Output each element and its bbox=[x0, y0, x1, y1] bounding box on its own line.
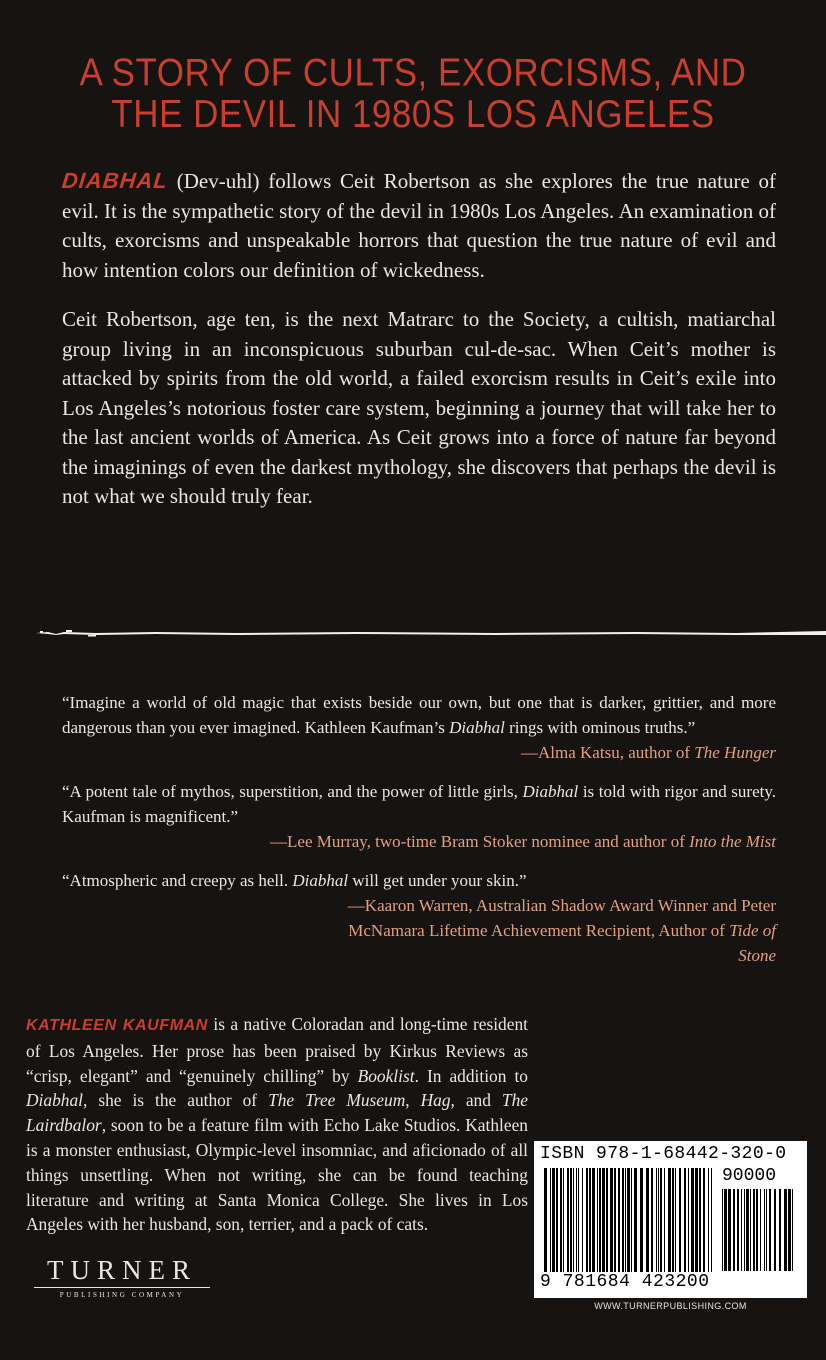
barcode-bar bbox=[708, 1168, 709, 1272]
publisher-subtitle: PUBLISHING COMPANY bbox=[59, 1291, 185, 1299]
barcode-bar bbox=[737, 1189, 739, 1271]
quote-text-part: “Atmospheric and creepy as hell. bbox=[62, 871, 293, 890]
barcode-bar bbox=[658, 1168, 659, 1272]
barcode-bar bbox=[788, 1189, 791, 1271]
barcode-bar bbox=[753, 1189, 755, 1271]
barcode-bar bbox=[679, 1168, 681, 1272]
attribution-book-title: Tide of Stone bbox=[729, 921, 776, 965]
bio-title: Booklist bbox=[357, 1065, 415, 1086]
title-wordmark: DIABHAL bbox=[60, 168, 170, 193]
barcode-bar bbox=[784, 1189, 787, 1271]
barcode-bar bbox=[610, 1168, 613, 1272]
barcode-bar bbox=[675, 1168, 676, 1272]
headline-line-1: A STORY OF CULTS, EXORCISMS, AND bbox=[79, 50, 747, 95]
bio-title: Diabhal bbox=[26, 1090, 84, 1111]
barcode-bar bbox=[699, 1168, 701, 1272]
barcode-bar bbox=[766, 1189, 767, 1271]
description-paragraph-2: Ceit Robertson, age ten, is the next Matrarc to the Society, a cultish, matiarchal group living in an inconspicuous suburban cul-de-sac. When Ceit’s mother is attacked by spirits from the old world, a failed exorcism results in Ceit’s exile into Los Angeles’s notorious foster care system, beginning a journey that will take her to the last ancient worlds of America. As Ceit grows into a force of nature far beyond the imaginings of even the darkest mythology, she discovers that perhaps the devil is not what we should truly fear. bbox=[62, 307, 776, 508]
barcode-bar bbox=[622, 1168, 624, 1272]
barcode-bar bbox=[602, 1168, 605, 1272]
barcode-bar bbox=[606, 1168, 608, 1272]
headline-line-2: THE DEVIL IN 1980S LOS ANGELES bbox=[111, 92, 715, 136]
bio-title: The Lairdbalor bbox=[26, 1090, 528, 1136]
barcode-bar bbox=[576, 1168, 577, 1272]
attribution-book-title: The Hunger bbox=[694, 743, 776, 762]
barcode-bar bbox=[672, 1168, 674, 1272]
isbn-label: ISBN 978-1-68442-320-0 bbox=[540, 1144, 787, 1164]
barcode-bar bbox=[664, 1168, 665, 1272]
review-attribution bbox=[62, 829, 776, 854]
barcode-bar bbox=[668, 1168, 671, 1272]
brush-divider bbox=[36, 628, 826, 638]
review-quote-text bbox=[62, 868, 776, 893]
barcode-bar bbox=[597, 1168, 598, 1272]
barcode-bar bbox=[750, 1189, 751, 1271]
review-quote-text bbox=[62, 779, 776, 829]
barcode-bar bbox=[688, 1168, 689, 1272]
barcode-bar bbox=[573, 1168, 574, 1272]
quote-text-part: is told with rigor and surety. Kaufman is magnificent.” bbox=[62, 782, 776, 826]
barcode-bar bbox=[691, 1168, 694, 1272]
barcode-bars bbox=[544, 1168, 716, 1272]
quote-text-part: “A potent tale of mythos, superstition, and the power of little girls, bbox=[62, 782, 523, 801]
barcode-bar bbox=[756, 1189, 758, 1271]
description-paragraph-1-text: (Dev-uhl) follows Ceit Robertson as she explores the true nature of evil. It is the sympathetic story of the devil in 1980s Los Angeles. An examination of cults, exorcisms and unspeakable horrors that question the true nature of evil and how intention colors our definition of wickedness. bbox=[62, 169, 776, 282]
barcode-bar bbox=[631, 1168, 632, 1272]
bio-text: is a native Coloradan and long-time resident of Los Angeles. Her prose has been praised by Kirkus Reviews as “crisp, elegant” and “genuinely chilling” by bbox=[26, 1014, 529, 1086]
review-quote bbox=[62, 690, 776, 765]
attribution-text: —Lee Murray, two-time Bram Stoker nominee and author of bbox=[270, 832, 690, 851]
barcode-bar bbox=[651, 1168, 653, 1272]
barcode-bar bbox=[724, 1189, 727, 1271]
review-quote-text bbox=[62, 690, 776, 740]
attribution-book-title: Into the Mist bbox=[689, 832, 776, 851]
barcode-bar bbox=[728, 1189, 731, 1271]
barcode-bar bbox=[744, 1189, 745, 1271]
barcode-bar bbox=[640, 1168, 643, 1272]
publisher-name: TURNER bbox=[34, 1255, 210, 1288]
bio-text: , soon to be a feature film with Echo Lake Studios. Kathleen is a monster enthusiast, Olympic-level insomniac, and aficionado of all things unsettling. When not writing, she can be found teaching literature and writing at Santa Monica College. She lives in Los Angeles with her husband, son, terrier, and a pack of cats. bbox=[26, 1115, 528, 1235]
isbn-barcode bbox=[534, 1141, 807, 1298]
barcode-bar bbox=[684, 1168, 686, 1272]
barcode-bar bbox=[550, 1168, 551, 1272]
bio-text: , she is the author of bbox=[83, 1090, 269, 1111]
barcode-bar bbox=[560, 1168, 562, 1272]
barcode-bar bbox=[733, 1189, 735, 1271]
barcode-bar bbox=[746, 1189, 749, 1271]
barcode-bar bbox=[589, 1168, 591, 1272]
barcode-bar bbox=[741, 1189, 742, 1271]
barcode-bar bbox=[703, 1168, 705, 1272]
barcode-bar bbox=[567, 1168, 569, 1272]
barcode-bar bbox=[779, 1189, 781, 1271]
quote-text-part: “Imagine a world of old magic that exists beside our own, but one that is darker, grittier, and more dangerous than you ever imagined. Kathleen Kaufman’s bbox=[62, 693, 776, 737]
barcode-bar bbox=[614, 1168, 616, 1272]
barcode-bar bbox=[646, 1168, 649, 1272]
review-attribution bbox=[62, 893, 776, 968]
publisher-website: WWW.TURNERPUBLISHING.COM bbox=[594, 1301, 747, 1311]
barcode-bar bbox=[618, 1168, 620, 1272]
quote-book-title: Diabhal bbox=[292, 871, 349, 890]
book-description bbox=[62, 166, 776, 532]
barcode-bar bbox=[695, 1168, 698, 1272]
description-paragraph-1 bbox=[62, 166, 776, 285]
bio-title: The Tree Museum bbox=[268, 1090, 406, 1111]
review-quote bbox=[62, 779, 776, 854]
barcode-bar bbox=[578, 1168, 579, 1272]
barcode-bar bbox=[570, 1168, 572, 1272]
barcode-bar bbox=[660, 1168, 662, 1272]
bio-text: , bbox=[405, 1090, 421, 1111]
price-barcode-bars bbox=[722, 1189, 798, 1271]
barcode-bar bbox=[656, 1168, 657, 1272]
isbn-digits: 9 781684 423200 bbox=[540, 1272, 710, 1292]
barcode-bar bbox=[774, 1189, 776, 1271]
quote-book-title: Diabhal bbox=[449, 718, 505, 737]
barcode-bar bbox=[711, 1168, 712, 1272]
barcode-bar bbox=[556, 1168, 558, 1272]
barcode-bar bbox=[599, 1168, 601, 1272]
price-code: 90000 bbox=[722, 1166, 777, 1186]
barcode-bar bbox=[625, 1168, 626, 1272]
bio-text: . In addition to bbox=[414, 1065, 528, 1086]
barcode-bar bbox=[586, 1168, 588, 1272]
barcode-bar bbox=[627, 1168, 630, 1272]
review-attribution bbox=[62, 740, 776, 765]
review-quote bbox=[62, 868, 776, 968]
barcode-bar bbox=[552, 1168, 555, 1272]
headline bbox=[0, 52, 826, 135]
barcode-bar bbox=[769, 1189, 771, 1271]
barcode-bar bbox=[760, 1189, 761, 1271]
barcode-bar bbox=[634, 1168, 637, 1272]
barcode-bar bbox=[544, 1168, 547, 1272]
author-name-wordmark: KATHLEEN KAUFMAN bbox=[26, 1017, 208, 1034]
bio-title: Hag bbox=[420, 1090, 451, 1111]
barcode-bar bbox=[792, 1189, 793, 1271]
bio-text: , and bbox=[450, 1090, 502, 1111]
barcode-bar bbox=[592, 1168, 595, 1272]
quote-text-part: rings with ominous truths.” bbox=[504, 718, 696, 737]
barcode-bar bbox=[563, 1168, 564, 1272]
attribution-text: —Alma Katsu, author of bbox=[521, 743, 695, 762]
publisher-logo bbox=[34, 1255, 210, 1299]
barcode-bar bbox=[582, 1168, 583, 1272]
quote-text-part: will get under your skin.” bbox=[348, 871, 527, 890]
attribution-text: —Kaaron Warren, Australian Shadow Award Winner and Peter McNamara Lifetime Achievement Recipient, Author of bbox=[347, 896, 776, 940]
review-quotes bbox=[62, 690, 776, 982]
barcode-bar bbox=[722, 1189, 723, 1271]
quote-book-title: Diabhal bbox=[522, 782, 579, 801]
barcode-bar bbox=[764, 1189, 765, 1271]
